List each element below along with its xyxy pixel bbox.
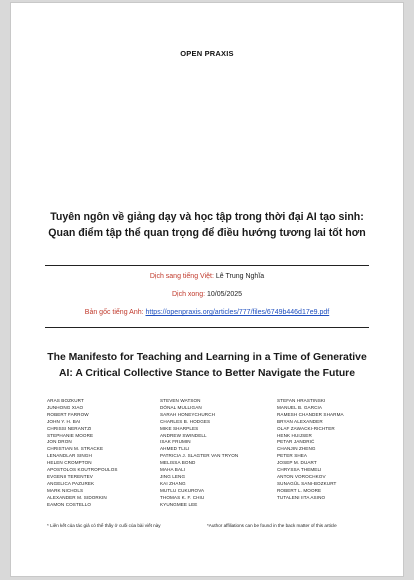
author-name: THOMAS K. F. CHIU (160, 494, 205, 500)
journal-name: OPEN PRAXIS (180, 49, 234, 58)
author-column-3 (277, 398, 377, 509)
english-title-line-1: The Manifesto for Teaching and Learning in a Time of Generative (47, 352, 367, 363)
author-name: ARAS BOZKURT (47, 398, 84, 403)
footnote-english: *Author affiliations can be found in the back matter of this article (207, 523, 337, 528)
author-name: EAMON COSTELLO (47, 501, 92, 507)
author-name: CHRISTIAN M. STRACKE (47, 446, 104, 452)
translator-line (11, 273, 403, 280)
author-name: HELEN CROMPTON (47, 460, 92, 466)
author-name: JON DRON (47, 439, 72, 445)
author-name: KAI ZHANG (160, 480, 186, 486)
author-name: MIKE SHARPLES (160, 425, 199, 431)
author-name: HENK HUIJSER (277, 432, 312, 438)
author-name: CHANJIN ZHENG (277, 446, 316, 452)
author-name: MANUEL B. GARCIA (277, 404, 323, 410)
top-divider (45, 265, 369, 266)
author-name: PATRICIA J. SLAGTER VAN TRYON (160, 453, 239, 459)
author-name: TUTALENI IITA ASINO (277, 494, 326, 500)
vietnamese-title (31, 209, 383, 241)
done-label: Dịch xong: (171, 291, 206, 298)
author-name: KYUNGMEE LEE (160, 501, 198, 507)
author-name: PETER SHEA (277, 453, 308, 459)
author-name: BRYAN ALEXANDER (277, 418, 323, 424)
original-source-line (11, 309, 403, 316)
author-name: JING LENG (160, 473, 186, 479)
author-name: CHRISSI NERANTZI (47, 425, 92, 431)
author-name: SUNAGÜL SANI-BOZKURT (277, 480, 337, 486)
vietnamese-title-line-1: Tuyên ngôn về giảng dạy và học tập trong thời đại AI tạo sinh: (50, 211, 364, 223)
document-page (10, 2, 404, 577)
author-name: LENANDLAR SINGH (47, 453, 92, 459)
author-name: CHRYSSA THEMELI (277, 467, 322, 473)
author-name: ANDREW SWINDELL (160, 432, 207, 438)
author-name: STEPHANIE MOORE (47, 432, 94, 438)
author-name: MUTLU CUKUROVA (160, 487, 205, 493)
english-title (31, 350, 383, 382)
author-name: PETAR JANDRIĆ (277, 439, 315, 445)
footnote-vietnamese: * Liên kết của tác giả có thể thấy ở cuối của bài viết này (47, 523, 161, 528)
original-label: Bản gốc tiếng Anh: (84, 309, 144, 316)
author-column-2 (160, 398, 272, 509)
vietnamese-title-line-2: Quan điểm tập thể quan trọng để điều hướng tương lai tốt hơn (48, 227, 366, 239)
author-name: AHMED TLILI (160, 446, 190, 452)
done-date: 10/05/2025 (206, 291, 243, 298)
author-name: EVGENII TERENTEV (47, 473, 93, 479)
author-name: OLAF ZAWACKI-RICHTER (277, 425, 335, 431)
author-name: STEVEN WATSON (160, 398, 201, 403)
author-name: ROBERT L. MOORE (277, 487, 322, 493)
author-name: ANGELICA PAZUREK (47, 480, 95, 486)
author-name: MARK NICHOLS (47, 487, 84, 493)
translator-label: Dịch sang tiếng Việt: (149, 273, 214, 280)
author-name: ALEXANDER M. SIDORKIN (47, 494, 107, 500)
bottom-divider (45, 327, 369, 328)
author-name: CHARLES B. HODGES (160, 418, 211, 424)
author-name: ANTON VOROCHKOV (277, 473, 326, 479)
translator-name: Lê Trung Nghĩa (215, 273, 265, 280)
author-name: JOHN Y. H. BAI (47, 418, 81, 424)
original-url-link[interactable]: https://openpraxis.org/articles/777/files/6749b446d17e9.pdf (145, 309, 330, 316)
author-name: MAHA BALI (160, 467, 186, 473)
author-name: APOSTOLOS KOUTROPOULOS (47, 467, 118, 473)
author-name: STEFAN HRASTINSKI (277, 398, 326, 403)
author-name: JOSEP M. DUART (277, 460, 317, 466)
translation-date-line (11, 291, 403, 298)
author-name: ROBERT FARROW (47, 411, 89, 417)
author-name: SARAH HONEYCHURCH (160, 411, 216, 417)
author-name: MELISSA BOND (160, 460, 196, 466)
author-column-1 (47, 398, 155, 509)
author-name: JUNHONG XIAO (47, 404, 84, 410)
english-title-line-2: AI: A Critical Collective Stance to Better Navigate the Future (58, 368, 355, 379)
author-name: ISAK FRUMIN (160, 439, 191, 445)
author-name: RAMESH CHANDER SHARMA (277, 411, 344, 417)
author-list (47, 398, 377, 509)
author-name: DÓNAL MULLIGAN (160, 404, 202, 410)
